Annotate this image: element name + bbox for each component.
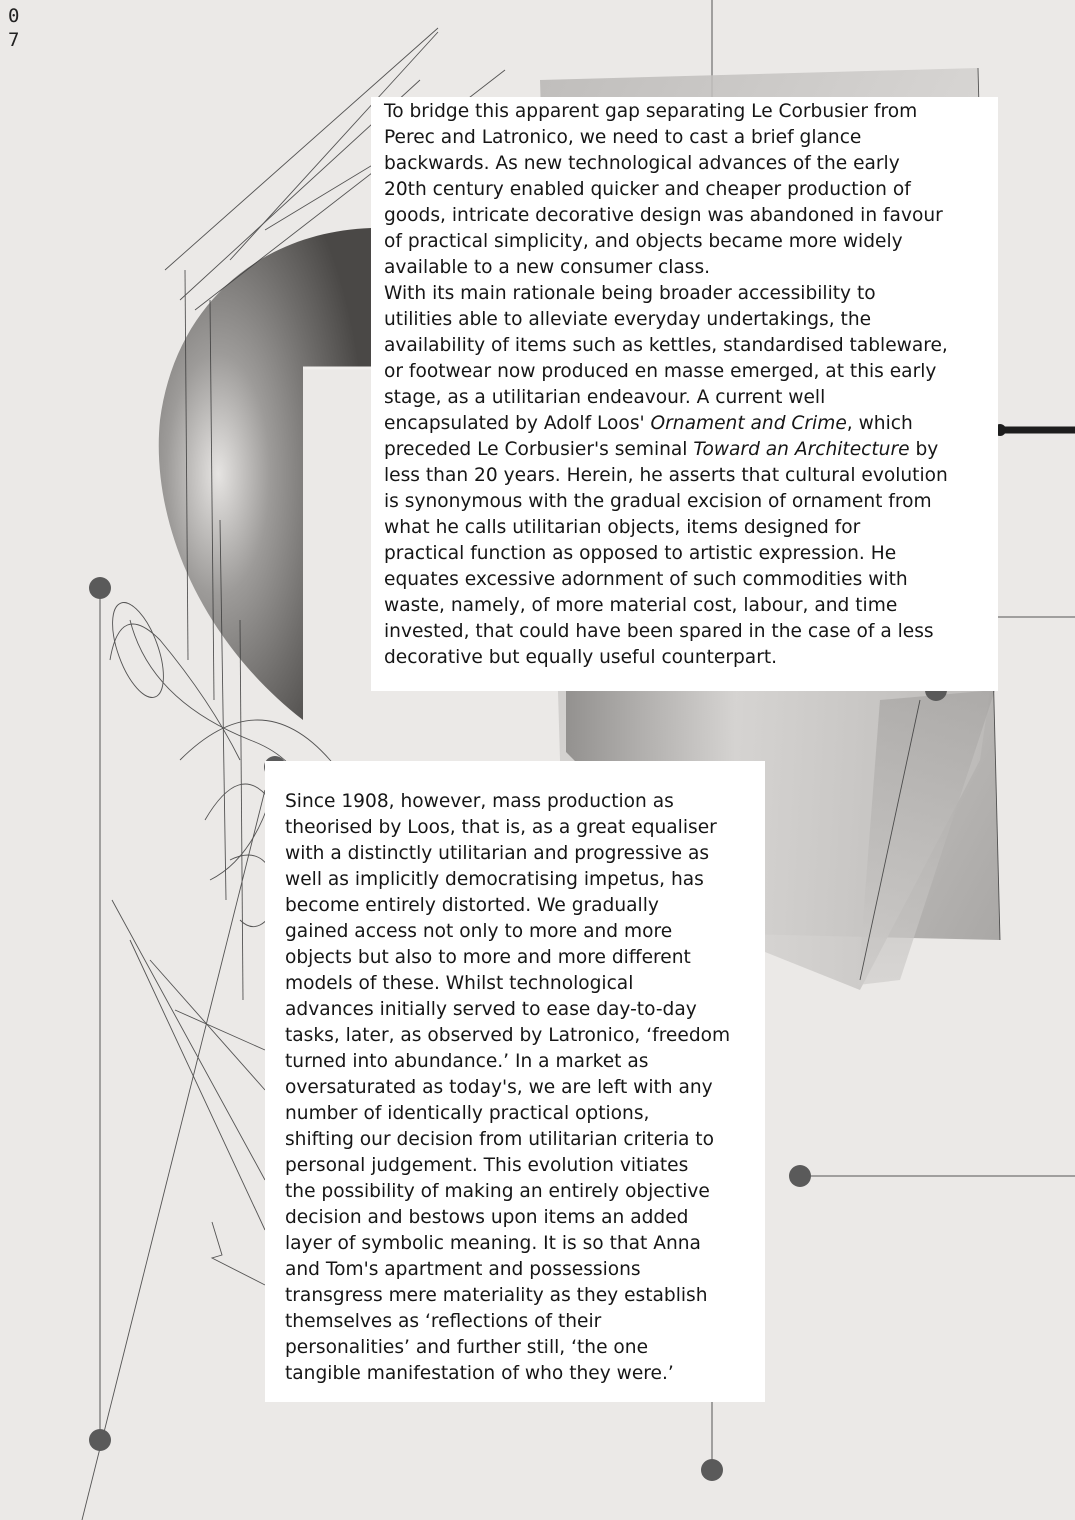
text-run: models of these. Whilst technological (285, 973, 634, 994)
text-line (384, 359, 998, 385)
text-line (285, 1179, 765, 1205)
text-run: less than 20 years. Herein, he asserts that cultural evolution (384, 465, 948, 486)
text-line (285, 841, 765, 867)
text-line (384, 593, 998, 619)
text-line (384, 203, 998, 229)
text-line (285, 1335, 765, 1361)
text-run: objects but also to more and more different (285, 947, 691, 968)
page-number-digit: 0 (8, 5, 20, 27)
text-line (384, 567, 998, 593)
text-line (384, 515, 998, 541)
text-line (384, 99, 998, 125)
text-run: personal judgement. This evolution vitiates (285, 1155, 689, 1176)
text-run: availability of items such as kettles, standardised tableware, (384, 335, 948, 356)
text-line (384, 385, 998, 411)
paragraph (285, 789, 765, 1387)
text-line (384, 411, 998, 437)
italic-title: Toward an Architecture (693, 439, 910, 460)
text-line (384, 541, 998, 567)
text-line (285, 997, 765, 1023)
text-run: personalities’ and further still, ‘the one (285, 1337, 649, 1358)
page-number-digit: 7 (8, 29, 20, 51)
text-line (384, 333, 998, 359)
text-line (285, 1075, 765, 1101)
node-dot (89, 1429, 111, 1451)
text-run: or footwear now produced en masse emerged, at this early (384, 361, 937, 382)
text-line (285, 893, 765, 919)
text-run: preceded Le Corbusier's seminal (384, 439, 694, 460)
text-run: practical function as opposed to artistic expression. He (384, 543, 897, 564)
text-line (285, 1361, 765, 1387)
text-line (285, 867, 765, 893)
text-run: 20th century enabled quicker and cheaper production of (384, 179, 911, 200)
text-run: theorised by Loos, that is, as a great equaliser (285, 817, 717, 838)
text-line (285, 1023, 765, 1049)
text-line (285, 815, 765, 841)
text-line (285, 1205, 765, 1231)
text-run: and Tom's apartment and possessions (285, 1259, 641, 1280)
text-run: tangible manifestation of who they were.’ (285, 1363, 674, 1384)
text-line (384, 619, 998, 645)
text-run: number of identically practical options, (285, 1103, 650, 1124)
text-run: Perec and Latronico, we need to cast a brief glance (384, 127, 862, 148)
text-run: shifting our decision from utilitarian criteria to (285, 1129, 714, 1150)
text-line (285, 1283, 765, 1309)
text-line (384, 151, 998, 177)
text-run: with a distinctly utilitarian and progressive as (285, 843, 710, 864)
text-run: tasks, later, as observed by Latronico, ‘freedom (285, 1025, 731, 1046)
text-run: themselves as ‘reflections of their (285, 1311, 602, 1332)
text-block (265, 761, 765, 1402)
text-line (384, 437, 998, 463)
node-dot (701, 1459, 723, 1481)
text-line (384, 281, 998, 307)
text-run: equates excessive adornment of such commodities with (384, 569, 908, 590)
text-run: well as implicitly democratising impetus, has (285, 869, 704, 890)
paragraph (384, 281, 998, 671)
text-line (285, 1049, 765, 1075)
text-run: Since 1908, however, mass production as (285, 791, 674, 812)
paragraph (384, 99, 998, 281)
text-run: the possibility of making an entirely objective (285, 1181, 710, 1202)
text-run: layer of symbolic meaning. It is so that Anna (285, 1233, 701, 1254)
text-run: of practical simplicity, and objects became more widely (384, 231, 903, 252)
text-run: oversaturated as today's, we are left with any (285, 1077, 713, 1098)
text-run: decorative but equally useful counterpart. (384, 647, 778, 668)
text-line (285, 1153, 765, 1179)
text-line (285, 971, 765, 997)
text-run: With its main rationale being broader accessibility to (384, 283, 876, 304)
text-line (285, 1257, 765, 1283)
text-run: encapsulated by Adolf Loos' (384, 413, 651, 434)
text-run: by (909, 439, 939, 460)
text-line (285, 789, 765, 815)
text-run: advances initially served to ease day-to-day (285, 999, 697, 1020)
text-line (384, 645, 998, 671)
text-line (285, 1101, 765, 1127)
shaded-disc (159, 228, 371, 720)
text-line (285, 1127, 765, 1153)
text-line (384, 255, 998, 281)
text-run: backwards. As new technological advances of the early (384, 153, 900, 174)
text-line (285, 919, 765, 945)
text-run: is synonymous with the gradual excision of ornament from (384, 491, 932, 512)
text-run: utilities able to alleviate everyday undertakings, the (384, 309, 872, 330)
text-line (384, 463, 998, 489)
text-run: what he calls utilitarian objects, items designed for (384, 517, 861, 538)
text-run: become entirely distorted. We gradually (285, 895, 659, 916)
text-run: , which (846, 413, 913, 434)
text-run: stage, as a utilitarian endeavour. A current well (384, 387, 826, 408)
text-line (285, 1231, 765, 1257)
text-line (384, 177, 998, 203)
text-line (285, 945, 765, 971)
text-run: turned into abundance.’ In a market as (285, 1051, 649, 1072)
text-run: waste, namely, of more material cost, labour, and time (384, 595, 898, 616)
node-dot (89, 577, 111, 599)
text-line (285, 1309, 765, 1335)
text-run: gained access not only to more and more (285, 921, 673, 942)
italic-title: Ornament and Crime (650, 413, 847, 434)
text-run: invested, that could have been spared in the case of a less (384, 621, 934, 642)
text-line (384, 489, 998, 515)
text-run: goods, intricate decorative design was abandoned in favour (384, 205, 943, 226)
text-run: transgress mere materiality as they establish (285, 1285, 708, 1306)
page-number (8, 4, 19, 52)
text-run: decision and bestows upon items an added (285, 1207, 689, 1228)
text-run: To bridge this apparent gap separating Le Corbusier from (384, 101, 918, 122)
text-line (384, 229, 998, 255)
text-line (384, 125, 998, 151)
node-dot (789, 1165, 811, 1187)
text-line (384, 307, 998, 333)
text-run: available to a new consumer class. (384, 257, 711, 278)
text-block (371, 97, 998, 691)
